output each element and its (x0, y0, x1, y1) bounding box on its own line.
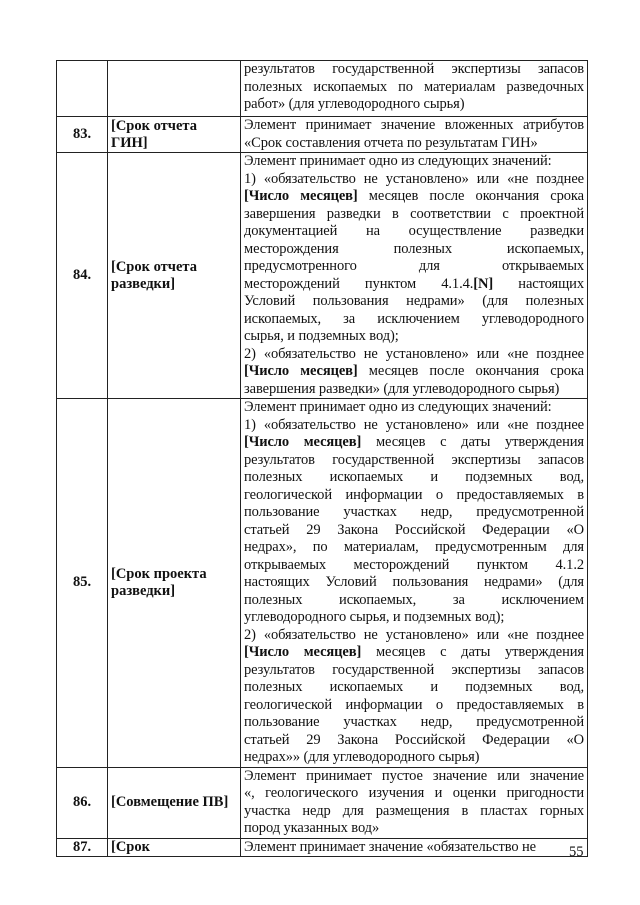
text-fragment: недрах»» (для углеводородного сырья) (244, 749, 480, 765)
description-line (244, 206, 584, 224)
element-name: [Срок (108, 838, 241, 857)
description-line (244, 79, 584, 97)
text-fragment: Элемент принимает значение вложенных атрибутов (244, 117, 584, 133)
text-fragment: «, геологического изучения и оценки пригодности (244, 785, 584, 801)
description-line (244, 592, 584, 610)
description-line (244, 293, 584, 311)
description-line (244, 276, 584, 294)
text-fragment: 1) «обязательство не установлено» или «не позднее (244, 416, 584, 433)
description-line (244, 644, 584, 662)
description-line (244, 452, 584, 470)
text-fragment: настоящих Условий пользования недрами» (для (244, 574, 584, 590)
bold-placeholder: [N] (473, 275, 494, 292)
text-fragment: Элемент принимает значение «обязательство не (244, 838, 537, 855)
text-fragment: результатов государственной экспертизы запасов (244, 61, 584, 77)
text-fragment: документацией на осуществление разведки (244, 223, 584, 239)
text-fragment: пользование участках недр, предусмотренной (244, 504, 584, 520)
description-line (244, 328, 584, 346)
text-fragment: месяцев после окончания срока (357, 188, 584, 204)
text-fragment: работ» (для углеводородного сырья) (244, 96, 465, 112)
text-fragment: предусмотренного для открываемых (244, 258, 584, 274)
row-number: 84. (57, 153, 108, 399)
row-number: 87. (57, 838, 108, 857)
table-row (57, 838, 588, 857)
description-line (244, 258, 584, 276)
description-line (244, 61, 584, 79)
description-line (244, 241, 584, 259)
element-description (241, 117, 588, 153)
description-line (244, 785, 584, 803)
conditions-table (56, 60, 588, 857)
text-fragment: настоящих (493, 275, 584, 292)
text-fragment: участка недр для размещения в пластах горных (244, 802, 584, 819)
description-line (244, 697, 584, 715)
description-line (244, 627, 584, 645)
text-fragment: геологической информации о предоставляемых в (244, 486, 584, 503)
table-body (57, 61, 588, 857)
description-line (244, 609, 584, 627)
text-fragment: 1) «обязательство не установлено» или «не позднее (244, 170, 584, 187)
text-fragment: Элемент принимает одно из следующих значений: (244, 399, 552, 415)
text-fragment: статьей 29 Закона Российской Федерации «О (244, 521, 584, 538)
text-fragment: полезных ископаемых и подземных вод, (244, 679, 584, 695)
text-fragment: завершения разведки в соответствии с проектной (244, 205, 584, 222)
text-fragment: 2) «обязательство не установлено» или «не позднее (244, 345, 584, 362)
text-fragment: полезных ископаемых по материалам разведочных (244, 78, 584, 95)
description-line (244, 504, 584, 522)
description-line (244, 714, 584, 732)
element-description (241, 838, 588, 857)
description-line (244, 820, 584, 838)
table-row (57, 153, 588, 399)
description-line (244, 539, 584, 557)
description-line (244, 153, 584, 171)
description-line (244, 417, 584, 435)
element-description (241, 153, 588, 399)
text-fragment: месяцев после окончания срока (357, 363, 584, 379)
text-fragment: полезных ископаемых, за исключением (244, 591, 584, 608)
text-fragment: ископаемых, за исключением углеводородного (244, 310, 584, 327)
text-fragment: результатов государственной экспертизы запасов (244, 661, 584, 678)
element-description (241, 767, 588, 838)
description-line (244, 399, 584, 417)
description-line (244, 732, 584, 750)
description-line (244, 171, 584, 189)
element-description (241, 399, 588, 768)
text-fragment: геологической информации о предоставляемых в (244, 696, 584, 713)
row-number: 83. (57, 117, 108, 153)
description-line (244, 135, 584, 153)
text-fragment: открываемых месторождений пунктом 4.1.2 (244, 556, 584, 573)
description-line (244, 574, 584, 592)
text-fragment: пользование участках недр, предусмотренной (244, 714, 584, 730)
description-line (244, 469, 584, 487)
text-fragment: месяцев с даты утверждения (361, 434, 584, 450)
page-number: 55 (569, 844, 584, 860)
element-description (241, 61, 588, 117)
bold-placeholder: [Число месяцев] (244, 188, 358, 204)
description-line (244, 223, 584, 241)
description-line (244, 363, 584, 381)
description-line (244, 522, 584, 540)
text-fragment: Элемент принимает одно из следующих значений: (244, 153, 552, 169)
description-line (244, 188, 584, 206)
text-fragment: месторождения полезных ископаемых, (244, 240, 584, 257)
text-fragment: углеводородного сырья, и подземных вод); (244, 609, 505, 625)
description-line (244, 839, 584, 857)
table-row (57, 767, 588, 838)
bold-placeholder: [Число месяцев] (244, 644, 362, 660)
text-fragment: месторождений пунктом 4.1.4. (244, 275, 474, 292)
description-line (244, 346, 584, 364)
description-line (244, 487, 584, 505)
description-line (244, 768, 584, 786)
description-line (244, 434, 584, 452)
description-line (244, 803, 584, 821)
element-name: [Срок проекта разведки] (108, 399, 241, 768)
text-fragment: 2) «обязательство не установлено» или «не позднее (244, 626, 584, 643)
description-line (244, 96, 584, 114)
element-name (108, 61, 241, 117)
description-line (244, 679, 584, 697)
row-number (57, 61, 108, 117)
element-name: [Совмещение ПВ] (108, 767, 241, 838)
text-fragment: статьей 29 Закона Российской Федерации «О (244, 731, 584, 748)
table-row (57, 61, 588, 117)
element-name: [Срок отчета ГИН] (108, 117, 241, 153)
text-fragment: результатов государственной экспертизы запасов (244, 451, 584, 468)
description-line (244, 117, 584, 135)
description-line (244, 311, 584, 329)
text-fragment: недрах», по материалам, предусмотренным для (244, 539, 584, 555)
bold-placeholder: [Число месяцев] (244, 434, 362, 450)
element-name: [Срок отчета разведки] (108, 153, 241, 399)
row-number: 86. (57, 767, 108, 838)
text-fragment: «Срок составления отчета по результатам ГИН» (244, 134, 538, 151)
text-fragment: месяцев с даты утверждения (361, 644, 584, 660)
text-fragment: сырья, и подземных вод); (244, 328, 399, 344)
text-fragment: завершения разведки» (для углеводородного сырья) (244, 380, 560, 397)
text-fragment: пород указанных вод» (244, 820, 380, 836)
table-row (57, 117, 588, 153)
text-fragment: Элемент принимает пустое значение или значение (244, 767, 584, 784)
description-line (244, 749, 584, 767)
table-row (57, 399, 588, 768)
row-number: 85. (57, 399, 108, 768)
bold-placeholder: [Число месяцев] (244, 363, 358, 379)
description-line (244, 557, 584, 575)
text-fragment: полезных ископаемых и подземных вод, (244, 469, 584, 485)
text-fragment: Условий пользования недрами» (для полезных (244, 293, 584, 309)
description-line (244, 381, 584, 399)
description-line (244, 662, 584, 680)
